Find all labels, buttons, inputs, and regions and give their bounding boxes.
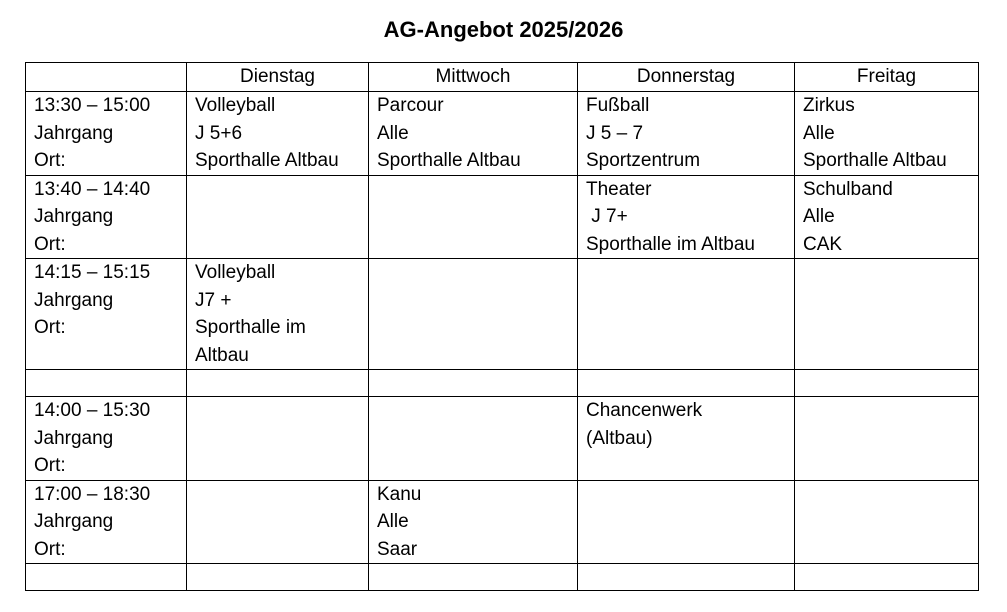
time-cell-line: 13:30 – 15:00 [34,95,151,116]
activity-cell-donnerstag [578,397,795,481]
activity-line: Volleyball [195,95,276,116]
header-donnerstag: Donnerstag [578,63,795,92]
time-cell [26,175,187,259]
activity-line: Alle [377,122,409,144]
time-cell-line: Jahrgang [34,289,114,311]
activity-line: Sportzentrum [586,150,701,171]
header-row [26,63,979,92]
activity-cell-mittwoch [369,175,578,259]
activity-line: Theater [586,178,652,200]
table-row [26,92,979,176]
header-freitag: Freitag [795,63,979,92]
activity-cell-dienstag [187,370,369,397]
time-cell [26,259,187,370]
activity-cell-donnerstag [578,564,795,591]
activity-line: Alle [377,511,409,532]
activity-cell-dienstag [187,175,369,259]
activity-line: Sporthalle Altbau [803,150,947,171]
activity-cell-freitag [795,480,979,564]
activity-cell-freitag [795,397,979,481]
time-cell-line: 14:15 – 15:15 [34,262,151,283]
time-cell [26,397,187,481]
activity-cell-donnerstag [578,480,795,564]
activity-cell-mittwoch [369,480,578,564]
header-corner [26,63,187,92]
activity-cell-mittwoch [369,92,578,176]
activity-cell-mittwoch [369,564,578,591]
activity-cell-dienstag [187,92,369,176]
activity-cell-donnerstag [578,259,795,370]
time-cell [26,92,187,176]
time-cell-line: Ort: [34,150,66,171]
table-row [26,397,979,481]
activity-line: Zirkus [803,95,855,116]
activity-line: Sporthalle Altbau [377,150,521,171]
time-cell [26,564,187,591]
table-row [26,259,979,370]
activity-line: Saar [377,538,418,560]
activity-line: Sporthalle im Altbau [586,233,755,255]
activity-line: J7 + [195,289,232,311]
activity-cell-freitag [795,175,979,259]
table-row [26,480,979,564]
activity-line: J 7+ [586,206,628,227]
activity-line: Kanu [377,483,422,505]
activity-line: Parcour [377,95,444,116]
activity-cell-dienstag [187,397,369,481]
time-cell [26,480,187,564]
time-cell-line: Ort: [34,455,66,476]
activity-cell-freitag [795,259,979,370]
time-cell-line: 13:40 – 14:40 [34,178,151,200]
time-cell-line: Jahrgang [34,511,114,532]
time-cell-line: Ort: [34,317,66,338]
activity-line: CAK [803,233,843,255]
time-cell-line: Ort: [34,233,66,255]
activity-cell-dienstag [187,480,369,564]
activity-line: Sporthalle Altbau [195,150,339,171]
activity-cell-freitag [795,370,979,397]
activity-line: Schulband [803,178,893,200]
time-cell-line: 14:00 – 15:30 [34,400,151,421]
activity-cell-donnerstag [578,92,795,176]
page-title: AG-Angebot 2025/2026 [383,17,624,42]
activity-cell-donnerstag [578,175,795,259]
activity-cell-mittwoch [369,370,578,397]
table-row [26,370,979,397]
time-cell-line: Jahrgang [34,427,114,449]
activity-line: Alle [803,122,835,144]
activity-line: Chancenwerk [586,400,703,421]
activity-line: Volleyball [195,262,276,283]
time-cell-line: 17:00 – 18:30 [34,483,151,505]
activity-line: Fußball [586,95,650,116]
time-cell-line: Jahrgang [34,122,114,144]
schedule-table [25,62,979,591]
time-cell-line: Jahrgang [34,206,114,227]
activity-line: Sporthalle im [195,317,306,338]
time-cell-line: Ort: [34,538,66,560]
activity-line: Altbau [195,344,249,366]
activity-cell-donnerstag [578,370,795,397]
table-row [26,564,979,591]
header-dienstag: Dienstag [187,63,369,92]
activity-cell-freitag [795,564,979,591]
activity-line: (Altbau) [586,427,653,449]
activity-line: J 5+6 [195,122,243,144]
activity-cell-dienstag [187,259,369,370]
activity-line: J 5 – 7 [586,122,644,144]
table-row [26,175,979,259]
activity-cell-freitag [795,92,979,176]
activity-cell-mittwoch [369,259,578,370]
activity-cell-dienstag [187,564,369,591]
activity-cell-mittwoch [369,397,578,481]
header-mittwoch: Mittwoch [369,63,578,92]
time-cell [26,370,187,397]
activity-line: Alle [803,206,835,227]
